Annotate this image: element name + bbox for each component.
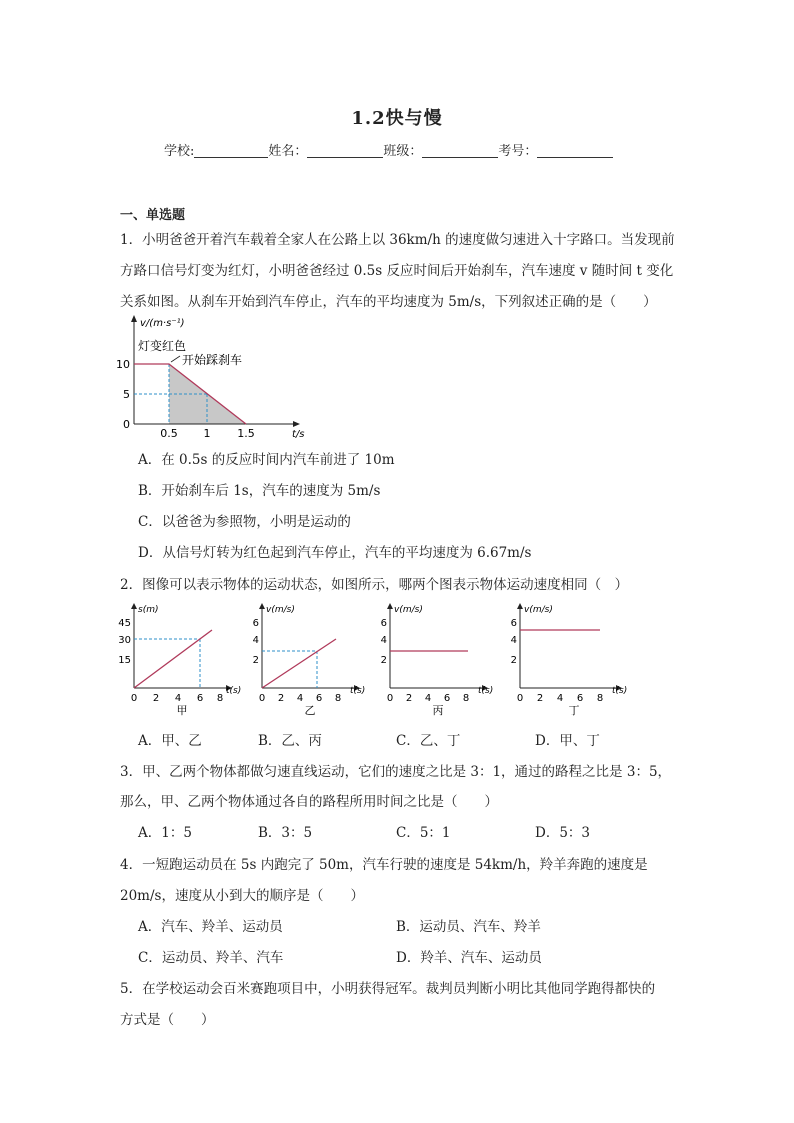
bing-xtick-4: 4 <box>424 693 432 704</box>
yi-xlabel: t(s) <box>350 686 366 696</box>
jia-xlabel: t(s) <box>226 686 242 696</box>
q1-text-line3: 关系如图。从刹车开始到汽车停止，汽车的平均速度为 5m/s，下列叙述正确的是（ ） <box>120 294 657 310</box>
number-label: 考号： <box>498 144 538 159</box>
jia-xtick-6: 6 <box>196 693 204 704</box>
bing-y-arrow <box>387 603 393 609</box>
q1-ytick-0: 0 <box>123 418 130 431</box>
q1-xtick-1: 1 <box>203 427 211 440</box>
ding-xtick-4: 4 <box>556 693 564 704</box>
q2-chart-jia <box>116 600 246 718</box>
q4-option-c[interactable]: C．运动员、羚羊、汽车 <box>138 950 284 966</box>
q3-text-line1: 3．甲、乙两个物体都做匀速直线运动，它们的速度之比是 3：1，通过的路程之比是 3：5， <box>120 764 672 780</box>
q2-option-a[interactable]: A．甲、乙 <box>138 733 202 749</box>
bing-caption: 丙 <box>432 704 444 717</box>
jia-caption: 甲 <box>176 704 188 717</box>
ding-ytick-6: 6 <box>510 618 517 629</box>
q4-text-line1: 4．一短跑运动员在 5s 内跑完了 50m，汽车行驶的速度是 54km/h，羚羊奔跑的速度是 <box>120 857 648 873</box>
q1-xtick-15: 1.5 <box>237 427 255 440</box>
ding-xtick-6: 6 <box>576 693 584 704</box>
q1-x-arrow <box>293 421 300 427</box>
bing-ylabel: v(m/s) <box>394 605 423 615</box>
ding-ytick-4: 4 <box>510 635 517 646</box>
ding-xtick-8: 8 <box>596 693 604 704</box>
q2-text-line1: 2．图像可以表示物体的运动状态，如图所示，哪两个图表示物体运动速度相同（ ） <box>120 577 629 593</box>
yi-xtick-8: 8 <box>334 693 342 704</box>
q3-option-a[interactable]: A．1：5 <box>138 825 192 841</box>
name-blank[interactable] <box>307 143 383 158</box>
q4-option-d[interactable]: D．羚羊、汽车、运动员 <box>396 950 542 966</box>
number-blank[interactable] <box>537 143 613 158</box>
school-blank[interactable] <box>194 143 268 158</box>
jia-ytick-15: 15 <box>118 655 131 666</box>
q1-annotation-pointer <box>171 356 180 362</box>
q2-chart-ding <box>502 600 642 718</box>
q1-option-c[interactable]: C．以爸爸为参照物，小明是运动的 <box>138 514 351 530</box>
q3-option-c[interactable]: C．5：1 <box>396 825 451 841</box>
q1-ylabel: v/(m·s⁻¹) <box>140 318 185 329</box>
q5-text-line1: 5．在学校运动会百米赛跑项目中，小明获得冠军。裁判员判断小明比其他同学跑得都快的 <box>120 981 656 997</box>
q5-text-line2: 方式是（ ） <box>120 1012 215 1028</box>
q1-vt-graph <box>114 312 314 440</box>
q1-annotation-red: 灯变红色 <box>138 339 187 353</box>
q1-ytick-5: 5 <box>123 388 130 401</box>
q1-option-d[interactable]: D．从信号灯转为红色起到汽车停止，汽车的平均速度为 6.67m/s <box>138 545 532 561</box>
jia-xtick-8: 8 <box>216 693 224 704</box>
bing-ytick-2: 2 <box>380 655 387 666</box>
jia-xtick-0: 0 <box>130 693 138 704</box>
q1-xlabel: t/s <box>292 429 305 440</box>
jia-ylabel: s(m) <box>138 605 159 615</box>
jia-xtick-2: 2 <box>152 693 160 704</box>
q4-option-a[interactable]: A．汽车、羚羊、运动员 <box>138 919 283 935</box>
ding-ylabel: v(m/s) <box>524 605 553 615</box>
jia-y-arrow <box>131 603 137 609</box>
ding-xtick-2: 2 <box>536 693 544 704</box>
yi-xtick-4: 4 <box>296 693 304 704</box>
bing-ytick-4: 4 <box>380 635 387 646</box>
ding-xlabel: t(s) <box>612 686 628 696</box>
q4-text-line2: 20m/s，速度从小到大的顺序是（ ） <box>120 888 364 904</box>
yi-xtick-2: 2 <box>277 693 285 704</box>
page-title: 1.2快与慢 <box>351 108 443 129</box>
bing-ytick-6: 6 <box>380 618 387 629</box>
jia-ytick-45: 45 <box>118 618 131 629</box>
q4-option-b[interactable]: B．运动员、汽车、羚羊 <box>396 919 541 935</box>
yi-line <box>262 639 336 688</box>
q2-chart-bing <box>372 600 502 718</box>
class-blank[interactable] <box>422 143 498 158</box>
q3-option-d[interactable]: D．5：3 <box>535 825 591 841</box>
q1-xtick-05: 0.5 <box>160 427 178 440</box>
q3-option-b[interactable]: B．3：5 <box>258 825 313 841</box>
yi-ytick-6: 6 <box>252 618 259 629</box>
bing-xlabel: t(s) <box>478 686 494 696</box>
name-label: 姓名： <box>268 144 308 159</box>
q2-chart-yi <box>244 600 374 718</box>
school-label: 学校: <box>164 144 195 159</box>
yi-ylabel: v(m/s) <box>266 605 295 615</box>
bing-xtick-8: 8 <box>462 693 470 704</box>
bing-xtick-6: 6 <box>443 693 451 704</box>
ding-xtick-0: 0 <box>516 693 524 704</box>
q1-y-arrow <box>131 315 137 322</box>
q3-text-line2: 那么，甲、乙两个物体通过各自的路程所用时间之比是（ ） <box>120 794 498 810</box>
jia-ytick-30: 30 <box>118 635 131 646</box>
yi-ytick-4: 4 <box>252 635 259 646</box>
bing-xtick-0: 0 <box>386 693 394 704</box>
q2-option-b[interactable]: B．乙、丙 <box>258 733 322 749</box>
jia-xtick-4: 4 <box>174 693 182 704</box>
yi-xtick-0: 0 <box>258 693 266 704</box>
q1-option-b[interactable]: B．开始刹车后 1s，汽车的速度为 5m/s <box>138 483 381 499</box>
ding-y-arrow <box>517 603 523 609</box>
q1-ytick-10: 10 <box>116 358 130 371</box>
yi-y-arrow <box>259 603 265 609</box>
ding-ytick-2: 2 <box>510 655 517 666</box>
q1-option-a[interactable]: A．在 0.5s 的反应时间内汽车前进了 10m <box>138 452 395 468</box>
q2-option-d[interactable]: D．甲、丁 <box>535 733 600 749</box>
yi-caption: 乙 <box>304 704 316 717</box>
yi-xtick-6: 6 <box>315 693 323 704</box>
yi-ytick-2: 2 <box>252 655 259 666</box>
q1-text-line2: 方路口信号灯变为红灯，小明爸爸经过 0.5s 反应时间后开始刹车，汽车速度 v 随时间 t 变化 <box>120 263 674 279</box>
q1-text-line1: 1．小明爸爸开着汽车载着全家人在公路上以 36km/h 的速度做匀速进入十字路口。当发现前 <box>120 232 675 248</box>
q1-annotation-brake: 开始踩刹车 <box>182 353 243 367</box>
class-label: 班级： <box>383 144 423 159</box>
ding-caption: 丁 <box>568 704 580 717</box>
student-info-row <box>164 140 613 159</box>
section-heading: 一、单选题 <box>120 208 186 223</box>
q2-option-c[interactable]: C．乙、丁 <box>396 733 461 749</box>
bing-xtick-2: 2 <box>405 693 413 704</box>
